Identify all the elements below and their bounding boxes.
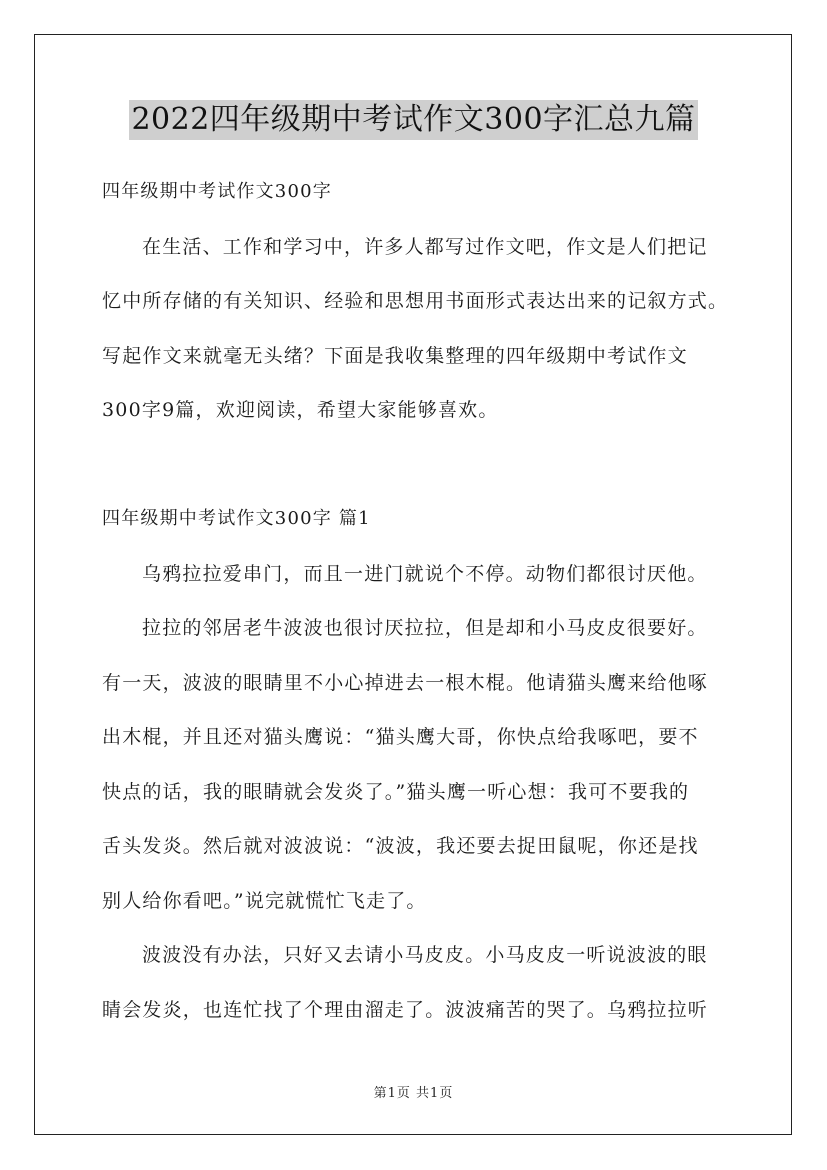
section1-heading: 四年级期中考试作文300字 篇1 <box>102 508 371 529</box>
title-wrap <box>0 100 827 140</box>
section1-line: 有一天，波波的眼睛里不小心掉进去一根木棍。他请猫头鹰来给他啄 <box>102 671 709 694</box>
page-footer: 第1页 共1页 <box>373 1086 454 1101</box>
section1-line: 快点的话，我的眼睛就会发炎了。”猫头鹰一听心想：我可不要我的 <box>102 780 690 803</box>
section1-line: 舌头发炎。然后就对波波说：“波波，我还要去捉田鼠呢，你还是找 <box>102 835 699 857</box>
intro-block <box>102 165 732 438</box>
intro-line: 写起作文来就毫无头绪？下面是我收集整理的四年级期中考试作文 <box>102 344 688 367</box>
section1-line: 睛会发炎，也连忙找了个理由溜走了。波波痛苦的哭了。乌鸦拉拉听 <box>102 998 709 1021</box>
intro-line: 在生活、工作和学习中，许多人都写过作文吧，作文是人们把记 <box>142 235 708 258</box>
section1-line: 别人给你看吧。”说完就慌忙飞走了。 <box>102 889 427 912</box>
intro-line: 忆中所存储的有关知识、经验和思想用书面形式表达出来的记叙方式。 <box>102 290 729 312</box>
section1-line: 拉拉的邻居老牛波波也很讨厌拉拉，但是却和小马皮皮很要好。 <box>142 617 708 639</box>
section1-line: 波波没有办法，只好又去请小马皮皮。小马皮皮一听说波波的眼 <box>142 944 708 966</box>
section1-line: 乌鸦拉拉爱串门，而且一进门就说个不停。动物们都很讨厌他。 <box>142 562 708 585</box>
intro-line: 300字9篇，欢迎阅读，希望大家能够喜欢。 <box>102 399 499 421</box>
document-title: 2022四年级期中考试作文300字汇总九篇 <box>129 100 697 140</box>
intro-heading: 四年级期中考试作文300字 <box>102 181 332 202</box>
section1-block <box>102 492 732 1037</box>
section1-line: 出木棍，并且还对猫头鹰说：“猫头鹰大哥，你快点给我啄吧，要不 <box>102 726 699 748</box>
